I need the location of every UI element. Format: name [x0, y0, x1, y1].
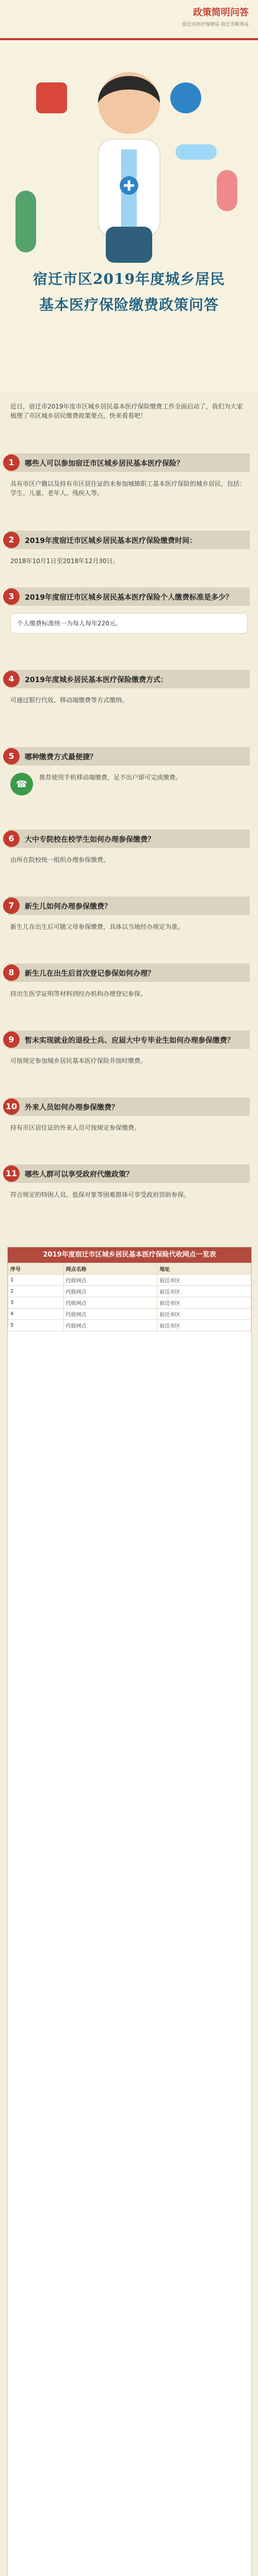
- table-row: [8, 1286, 251, 1297]
- section-title: 大中专院校在校学生如何办理参保缴费？: [25, 836, 155, 844]
- section-5-body: 推荐使用手机移动端缴费，足不出户即可完成缴费。: [39, 774, 182, 781]
- section-9-header: [0, 1030, 258, 1049]
- table-cell: 4: [8, 1309, 64, 1320]
- section-title: 外来人员如何办理参保缴费？: [25, 1104, 119, 1112]
- section-title: 哪些人可以参加宿迁市区城乡居民基本医疗保险？: [25, 460, 184, 468]
- table-cell: 代收网点: [63, 1309, 157, 1320]
- table-body: [8, 1263, 251, 1331]
- table-section: [0, 1247, 258, 2576]
- service-points-table: [7, 1247, 252, 2576]
- section-10-header: [0, 1097, 258, 1116]
- table-row: [8, 1297, 251, 1309]
- hero-title-line1: 宿迁市区2019年度城乡居民: [33, 270, 225, 287]
- section-3-box: [10, 613, 248, 634]
- policy-tag-subtitle: 宿迁市医疗保障局 宿迁市税务局: [182, 22, 249, 27]
- table-cell: 2: [8, 1286, 64, 1297]
- section-title: 新生儿如何办理参保缴费？: [25, 903, 111, 911]
- section-10-body: 持有市区居住证的外来人员可按规定参保缴费。: [10, 1124, 141, 1131]
- section-number: 8: [3, 964, 20, 981]
- section-4-body: 可通过银行代收、移动端缴费等方式缴纳。: [10, 697, 128, 704]
- plant-icon: [15, 191, 36, 252]
- section-4-header: [0, 670, 258, 688]
- table-cell: 代收网点: [63, 1275, 157, 1286]
- table-cell: 宿迁市区: [157, 1309, 251, 1320]
- table-cell: 代收网点: [63, 1320, 157, 1331]
- section-7-header: [0, 896, 258, 915]
- section-title: 暂未实现就业的退役士兵、应届大中专毕业生如何办理参保缴费？: [25, 1037, 234, 1045]
- top-divider: [0, 38, 258, 40]
- policy-tag-title: 政策简明问答: [193, 7, 249, 18]
- section-title: 哪些人群可以享受政府代缴政策？: [25, 1171, 133, 1179]
- section-number: 10: [3, 1098, 20, 1115]
- hero: [0, 41, 258, 392]
- section-number: 11: [3, 1165, 20, 1182]
- section-number: 9: [3, 1031, 20, 1048]
- section-number: 2: [3, 532, 20, 548]
- intro-text: 近日，宿迁市2019年度市区城乡居民基本医疗保险缴费工作全面启动了，我们为大家梳理了市区城乡居民缴费政策要点，快来看看吧！: [10, 403, 243, 419]
- table-cell: 宿迁市区: [157, 1320, 251, 1331]
- section-number: 1: [3, 454, 20, 471]
- hero-title-line2: 基本医疗保险缴费政策问答: [39, 296, 219, 313]
- table-header-index: 序号: [8, 1263, 64, 1275]
- section-11-body: 符合规定的特困人员、低保对象等困难群体可享受政府资助参保。: [10, 1191, 190, 1198]
- table-title: 2019年度宿迁市区城乡居民基本医疗保险代收网点一览表: [8, 1247, 251, 1263]
- section-number: 3: [3, 588, 20, 605]
- table-cell: 宿迁市区: [157, 1275, 251, 1286]
- section-1-header: [0, 453, 258, 472]
- doctor-illustration: [62, 57, 196, 273]
- hero-title: [21, 268, 237, 314]
- table-cell: 宿迁市区: [157, 1297, 251, 1309]
- table-cell: 5: [8, 1320, 64, 1331]
- phone-icon: ☎: [10, 773, 33, 795]
- section-3-body: 个人缴费标准统一为每人每年220元。: [17, 620, 122, 627]
- table-row: [8, 1320, 251, 1331]
- section-6-body: 由所在院校统一组织办理参保缴费。: [10, 856, 110, 863]
- section-8-header: [0, 963, 258, 982]
- section-title: 2019年度城乡居民基本医疗保险缴费方式：: [25, 676, 168, 684]
- policy-tag: [171, 5, 249, 28]
- section-7-body: 新生儿在出生后可随父母参保缴费，具体以当地经办规定为准。: [10, 923, 184, 930]
- section-title: 哪种缴费方式最便捷？: [25, 753, 97, 761]
- table-cell: 代收网点: [63, 1286, 157, 1297]
- section-number: 7: [3, 897, 20, 914]
- table-header-name: 网点名称: [63, 1263, 157, 1275]
- section-11-header: [0, 1164, 258, 1183]
- section-title: 新生儿在出生后首次登记参保如何办理？: [25, 970, 155, 978]
- section-1-body: 具有市区户籍以及持有市区居住证的未参加城镇职工基本医疗保险的城乡居民，包括：学生、儿童、老年人、残疾人等。: [10, 480, 246, 497]
- section-5-header: [0, 747, 258, 766]
- section-2-header: [0, 531, 258, 549]
- table-row: [8, 1275, 251, 1286]
- table-cell: 代收网点: [63, 1297, 157, 1309]
- table-header-address: 地址: [157, 1263, 251, 1275]
- table-cell: 宿迁市区: [157, 1286, 251, 1297]
- section-2-body: 2018年10月1日至2018年12月30日。: [10, 557, 119, 565]
- table-row: [8, 1309, 251, 1320]
- section-3-header: [0, 587, 258, 606]
- section-title: 2019年度宿迁市区城乡居民基本医疗保险缴费时间：: [25, 537, 197, 545]
- flower-icon: [217, 170, 237, 211]
- section-6-header: [0, 829, 258, 848]
- table-cell: 3: [8, 1297, 64, 1309]
- section-8-body: 持出生医学证明等材料到经办机构办理登记参保。: [10, 990, 147, 997]
- table-cell: 1: [8, 1275, 64, 1286]
- section-number: 4: [3, 671, 20, 687]
- section-number: 6: [3, 831, 20, 847]
- section-number: 5: [3, 748, 20, 765]
- section-9-body: 可按规定参加城乡居民基本医疗保险并按时缴费。: [10, 1057, 147, 1064]
- section-title: 2019年度宿迁市区城乡居民基本医疗保险个人缴费标准是多少？: [25, 594, 233, 602]
